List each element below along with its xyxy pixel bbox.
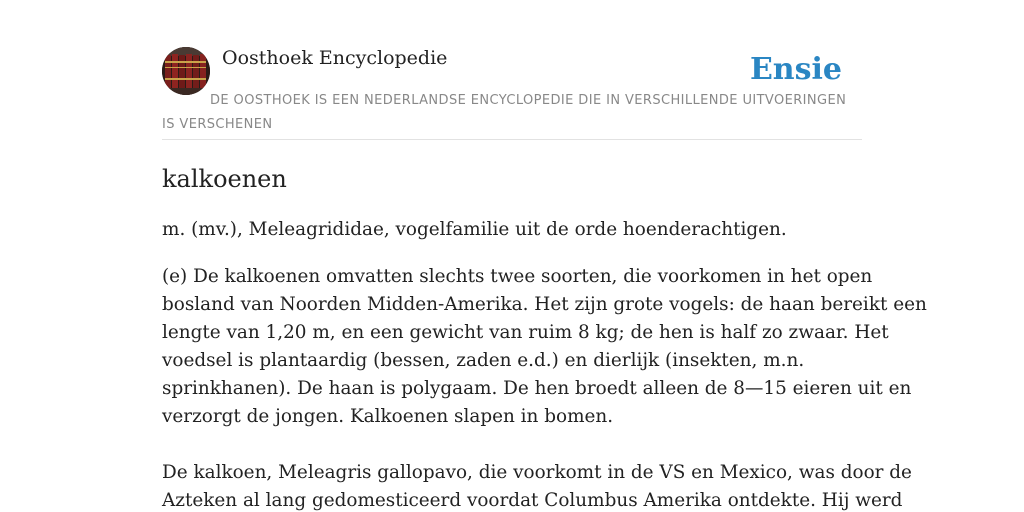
entry-title: kalkoenen bbox=[162, 165, 287, 193]
paragraph-line: De kalkoen, Meleagris gallopavo, die voorkomt in de VS en Mexico, was door de bbox=[162, 462, 912, 483]
source-description: DE OOSTHOEK IS EEN NEDERLANDSE ENCYCLOPEDIE DIE IN VERSCHILLENDE UITVOERINGEN IS VERSCHENEN bbox=[162, 93, 847, 132]
encyclopedia-books-icon bbox=[162, 47, 210, 95]
source-header bbox=[162, 0, 862, 140]
brand-logo[interactable]: Ensie bbox=[749, 52, 842, 87]
entry-definition: m. (mv.), Meleagrididae, vogelfamilie uit de orde hoenderachtigen. bbox=[162, 219, 787, 240]
entry-paragraph-1 bbox=[162, 263, 927, 431]
paragraph-line: bosland van Noorden Midden-Amerika. Het zijn grote vogels: de haan bereikt een bbox=[162, 294, 927, 315]
paragraph-line: verzorgt de jongen. Kalkoenen slapen in bomen. bbox=[162, 406, 614, 427]
paragraph-line: Azteken al lang gedomesticeerd voordat Columbus Amerika ontdekte. Hij werd bbox=[162, 490, 903, 511]
source-title[interactable]: Oosthoek Encyclopedie bbox=[222, 47, 448, 69]
paragraph-line: lengte van 1,20 m, en een gewicht van ruim 8 kg; de hen is half zo zwaar. Het bbox=[162, 322, 889, 343]
content-container bbox=[162, 0, 927, 511]
entry-paragraph-2 bbox=[162, 459, 912, 512]
paragraph-line: sprinkhanen). De haan is polygaam. De hen broedt alleen de 8—15 eieren uit en bbox=[162, 378, 912, 399]
paragraph-line: voedsel is plantaardig (bessen, zaden e.d.) en dierlijk (insekten, m.n. bbox=[162, 350, 805, 371]
paragraph-line: (e) De kalkoenen omvatten slechts twee soorten, die voorkomen in het open bbox=[162, 266, 873, 287]
source-avatar[interactable] bbox=[162, 47, 210, 95]
